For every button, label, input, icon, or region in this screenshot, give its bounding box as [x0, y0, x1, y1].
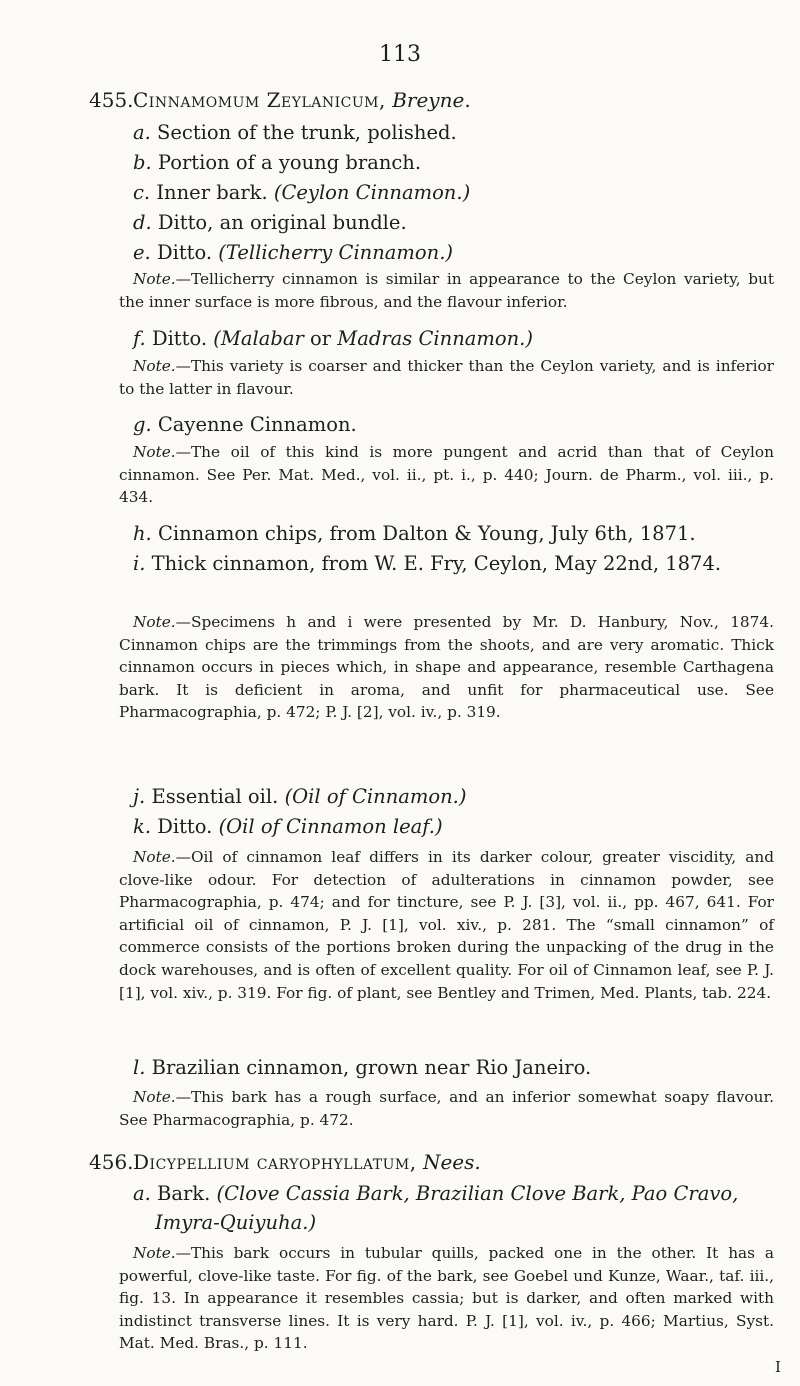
- note-malabar: Note.—This variety is coarser and thicker than the Ceylon variety, and is inferior to the latter in flavour.: [119, 357, 774, 398]
- item-f: f. Ditto. (Malabar or Madras Cinnamon.): [133, 327, 533, 350]
- item-j: j. Essential oil. (Oil of Cinnamon.): [133, 785, 467, 808]
- item-e: e. Ditto. (Tellicherry Cinnamon.): [133, 241, 454, 264]
- note-brazilian: Note.—This bark has a rough surface, and an inferior somewhat soapy flavour. See Pharmacographia, p. 472.: [119, 1088, 774, 1129]
- entry-number: 456.: [89, 1150, 134, 1174]
- note-oil: Note.—Oil of cinnamon leaf differs in its darker colour, greater viscidity, and clove-like odour. For detection of adulterations in cinnamon powder, see Pharmacographia, p. 474; and for tincture, see P. J. [3], vol. ii., pp. 467, 641. For artificial oil of cinnamon, P. J. [1], vol. xiv., p. 281. The “small cinnamon” of commerce consists of the portions broken during the unpacking of the drug in the dock warehouses, and is often of excellent quality. For oil of Cinnamon leaf, see P. J. [1], vol. xiv., p. 319. For fig. of plant, see Bentley and Trimen, Med. Plants, tab. 224.: [119, 848, 774, 1002]
- species-name: Dicypellium caryophyllatum,: [133, 1150, 417, 1174]
- item-h: h. Cinnamon chips, from Dalton & Young, July 6th, 1871.: [133, 522, 696, 545]
- signature-mark: I: [775, 1358, 781, 1376]
- note-tellicherry: Note.—Tellicherry cinnamon is similar in appearance to the Ceylon variety, but the inner surface is more fibrous, and the flavour inferior.: [119, 270, 774, 311]
- note-cayenne: Note.—The oil of this kind is more pungent and acrid than that of Ceylon cinnamon. See Per. Mat. Med., vol. ii., pt. i., p. 440; Journ. de Pharm., vol. iii., p. 434.: [119, 443, 774, 507]
- item-bark: a. Bark. (Clove Cassia Bark, Brazilian Clove Bark, Pao Cravo, Imyra-Quiyuha.): [133, 1182, 739, 1234]
- note-dicypellium: Note.—This bark occurs in tubular quills, packed one in the other. It has a powerful, clove-like taste. For fig. of the bark, see Goebel und Kunze, Waar., taf. iii., fig. 13. In appearance it resembles cassia; but is darker, and often marked with indistinct transverse lines. It is very hard. P. J. [1], vol. iv., p. 466; Martius, Syst. Mat. Med. Bras., p. 111.: [119, 1244, 774, 1353]
- entry-number: 455.: [89, 88, 134, 112]
- item-c: c. Inner bark. (Ceylon Cinnamon.): [133, 181, 471, 204]
- item-i: i. Thick cinnamon, from W. E. Fry, Ceylon, May 22nd, 1874.: [133, 552, 722, 575]
- catalogue-entry-456: [89, 1148, 769, 1176]
- catalogue-entry-455: [89, 86, 769, 114]
- note-chips: Note.—Specimens h and i were presented by Mr. D. Hanbury, Nov., 1874. Cinnamon chips are the trimmings from the shoots, and are very aromatic. Thick cinnamon occurs in pieces which, in shape and appearance, resemble Carthagena bark. It is deficient in aroma, and unfit for pharmaceutical use. See Pharmacographia, p. 472; P. J. [2], vol. iv., p. 319.: [119, 613, 774, 722]
- page-number: 113: [379, 42, 421, 67]
- item-g: g. Cayenne Cinnamon.: [133, 413, 357, 436]
- item-d: d. Ditto, an original bundle.: [133, 211, 407, 234]
- item-k: k. Ditto. (Oil of Cinnamon leaf.): [133, 815, 443, 838]
- species-author: Nees.: [422, 1150, 481, 1174]
- species-author: Breyne.: [392, 88, 471, 112]
- species-name: Cinnamomum Zeylanicum,: [133, 88, 386, 112]
- item-b: b. Portion of a young branch.: [133, 151, 422, 174]
- item-l: l. Brazilian cinnamon, grown near Rio Janeiro.: [133, 1056, 592, 1079]
- item-a: a. Section of the trunk, polished.: [133, 121, 457, 144]
